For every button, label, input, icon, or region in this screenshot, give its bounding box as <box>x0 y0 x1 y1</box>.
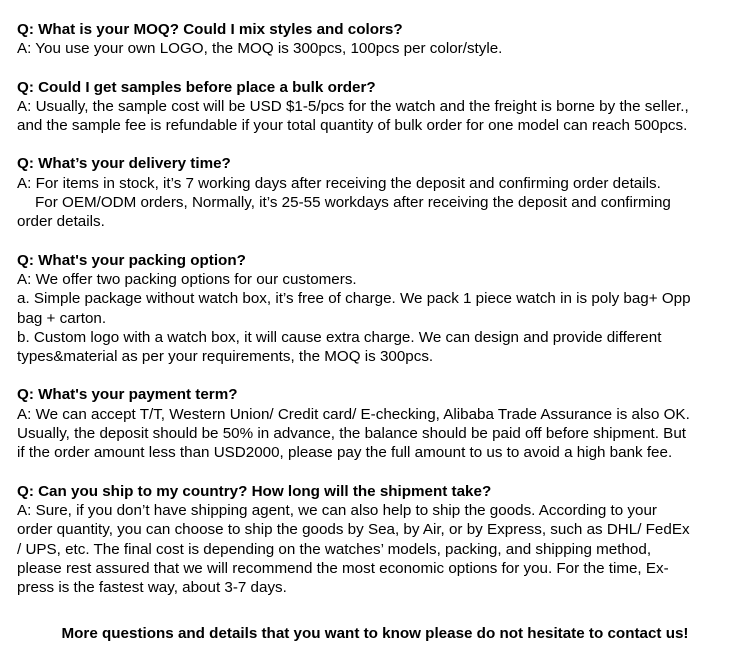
faq-answer-line: order details. <box>17 213 105 231</box>
faq-answer-line: A: Usually, the sample cost will be USD $1-5/pcs for the watch and the freight is borne by the seller., <box>17 97 689 115</box>
faq-answer-line: and the sample fee is refundable if your total quantity of bulk order for one model can reach 500pcs. <box>17 117 688 135</box>
faq-answer-line: A: You use your own LOGO, the MOQ is 300pcs, 100pcs per color/style. <box>17 40 503 58</box>
contact-footer: More questions and details that you want to know please do not hesitate to contact us! <box>61 625 689 642</box>
faq-question: Q: Could I get samples before place a bulk order? <box>17 78 376 96</box>
faq-question: Q: What's your packing option? <box>17 251 246 269</box>
faq-answer-line: a. Simple package without watch box, it’s free of charge. We pack 1 piece watch in is poly bag+ Opp <box>17 290 691 308</box>
faq-answer-line: A: For items in stock, it’s 7 working days after receiving the deposit and confirming order details. <box>17 174 661 192</box>
faq-answer-line: / UPS, etc. The final cost is depending on the watches’ models, packing, and shipping method, <box>17 540 652 558</box>
faq-item-samples <box>17 78 733 136</box>
faq-answer-line: A: We can accept T/T, Western Union/ Credit card/ E-checking, Alibaba Trade Assurance is also OK. <box>17 405 690 423</box>
faq-document <box>17 20 733 616</box>
faq-answer-line: For OEM/ODM orders, Normally, it’s 25-55 workdays after receiving the deposit and confirming <box>35 194 671 212</box>
faq-item-delivery <box>17 154 733 231</box>
faq-answer-line: please rest assured that we will recommend the most economic options for you. For the time, Ex- <box>17 559 669 577</box>
faq-question: Q: What is your MOQ? Could I mix styles and colors? <box>17 21 403 38</box>
faq-answer-line: if the order amount less than USD2000, please pay the full amount to us to avoid a high bank fee. <box>17 444 673 462</box>
faq-answer-line: A: We offer two packing options for our customers. <box>17 270 357 288</box>
faq-item-moq <box>17 20 733 59</box>
faq-answer-line: bag + carton. <box>17 309 107 327</box>
faq-item-shipping <box>17 482 733 598</box>
faq-answer-line: b. Custom logo with a watch box, it will cause extra charge. We can design and provide different <box>17 328 662 346</box>
faq-answer-line: order quantity, you can choose to ship the goods by Sea, by Air, or by Express, such as DHL/ FedEx <box>17 521 690 539</box>
faq-item-payment <box>17 385 733 462</box>
faq-item-packing <box>17 251 733 367</box>
faq-answer-line: A: Sure, if you don’t have shipping agent, we can also help to ship the goods. According to your <box>17 501 657 519</box>
faq-answer-line: Usually, the deposit should be 50% in advance, the balance should be paid off before shipment. But <box>17 425 686 443</box>
faq-answer-line: types&material as per your requirements, the MOQ is 300pcs. <box>17 348 434 366</box>
faq-question: Q: Can you ship to my country? How long will the shipment take? <box>17 482 492 500</box>
faq-answer-line: press is the fastest way, about 3-7 days. <box>17 579 287 597</box>
faq-question: Q: What's your payment term? <box>17 386 238 404</box>
faq-question: Q: What’s your delivery time? <box>17 155 231 173</box>
